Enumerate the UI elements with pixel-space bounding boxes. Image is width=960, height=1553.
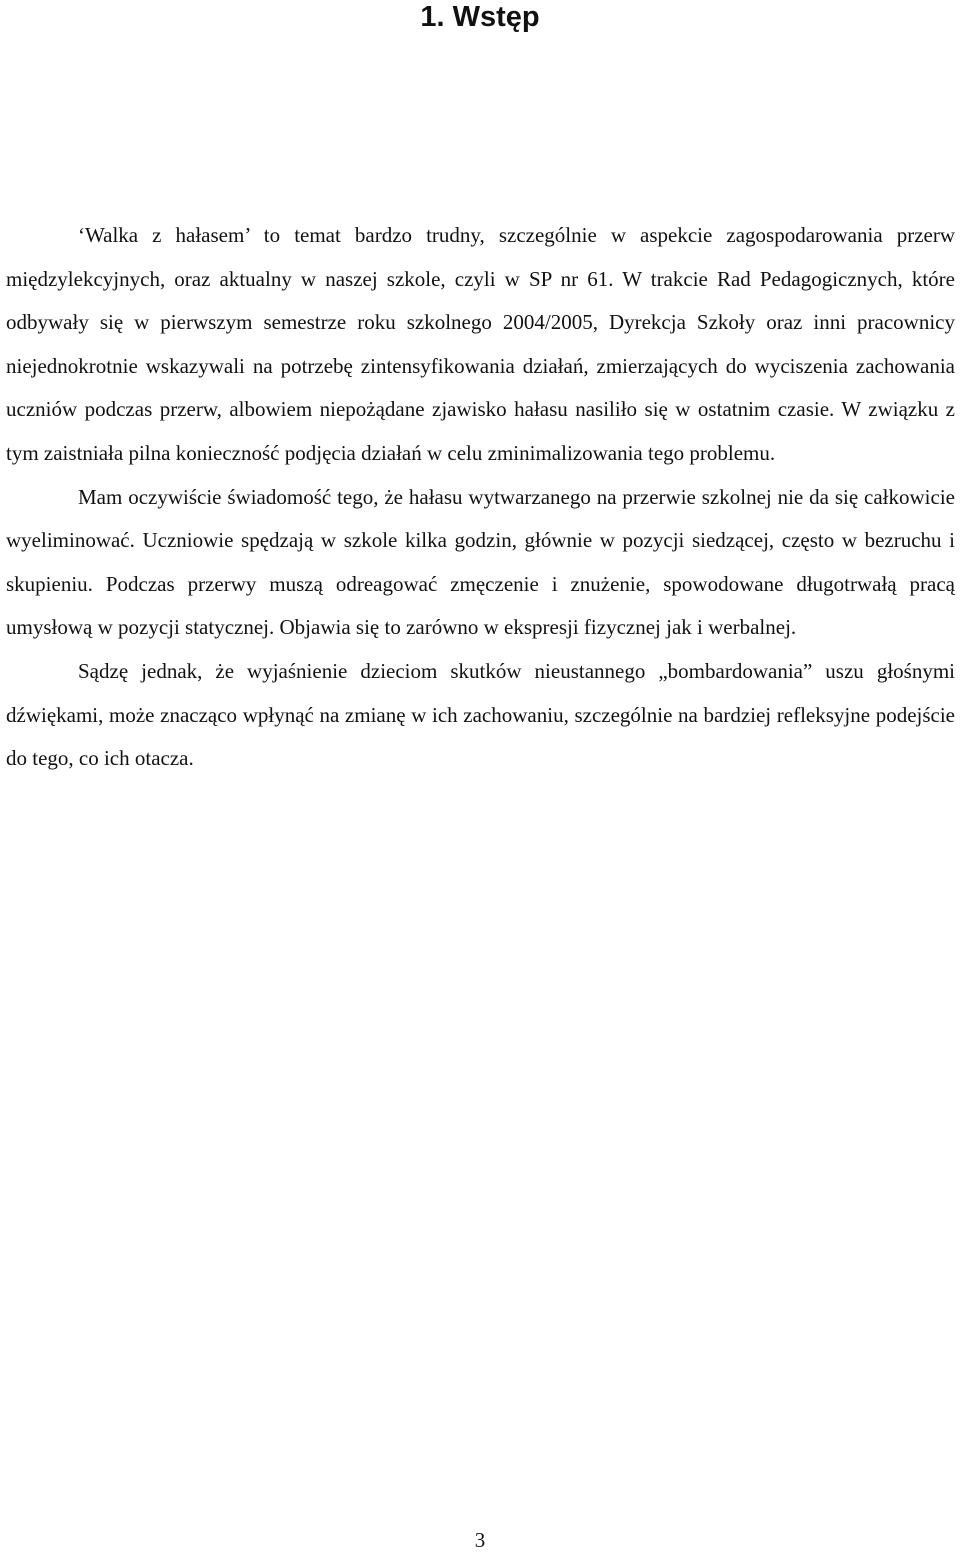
paragraph-intro: ‘Walka z hałasem’ to temat bardzo trudny, szczególnie w aspekcie zagospodarowania przerw międzylekcyjnych, oraz aktualny w naszej szkole, czyli w SP nr 61. W trakcie Rad Pedagogicznych, które odbywały się w pierwszym semestrze roku szkolnego 2004/2005, Dyrekcja Szkoły oraz inni pracownicy niejednokrotnie wskazywali na potrzebę zintensyfikowania działań, zmierzających do wyciszenia zachowania uczniów podczas przerw, albowiem niepożądane zjawisko hałasu nasiliło się w ostatnim czasie. W związku z tym zaistniała pilna konieczność podjęcia działań w celu zminimalizowania tego problemu. [6,223,955,465]
paragraph-awareness: Mam oczywiście świadomość tego, że hałasu wytwarzanego na przerwie szkolnej nie da się całkowicie wyeliminować. Uczniowie spędzają w szkole kilka godzin, głównie w pozycji siedzącej, często w bezruchu i skupieniu. Podczas przerwy muszą odreagować zmęczenie i znużenie, spowodowane długotrwałą pracą umysłową w pozycji statycznej. Objawia się to zarówno w ekspresji fizycznej jak i werbalnej. [6,484,955,640]
page-number: 3 [474,1528,486,1552]
body-text [6,214,955,781]
paragraph-conclusion: Sądzę jednak, że wyjaśnienie dzieciom skutków nieustannego „bombardowania” uszu głośnymi dźwiękami, może znacząco wpłynąć na zmianę w ich zachowaniu, szczególnie na bardziej refleksyjne podejście do tego, co ich otacza. [6,658,955,771]
section-heading: 1. Wstęp [420,1,540,33]
